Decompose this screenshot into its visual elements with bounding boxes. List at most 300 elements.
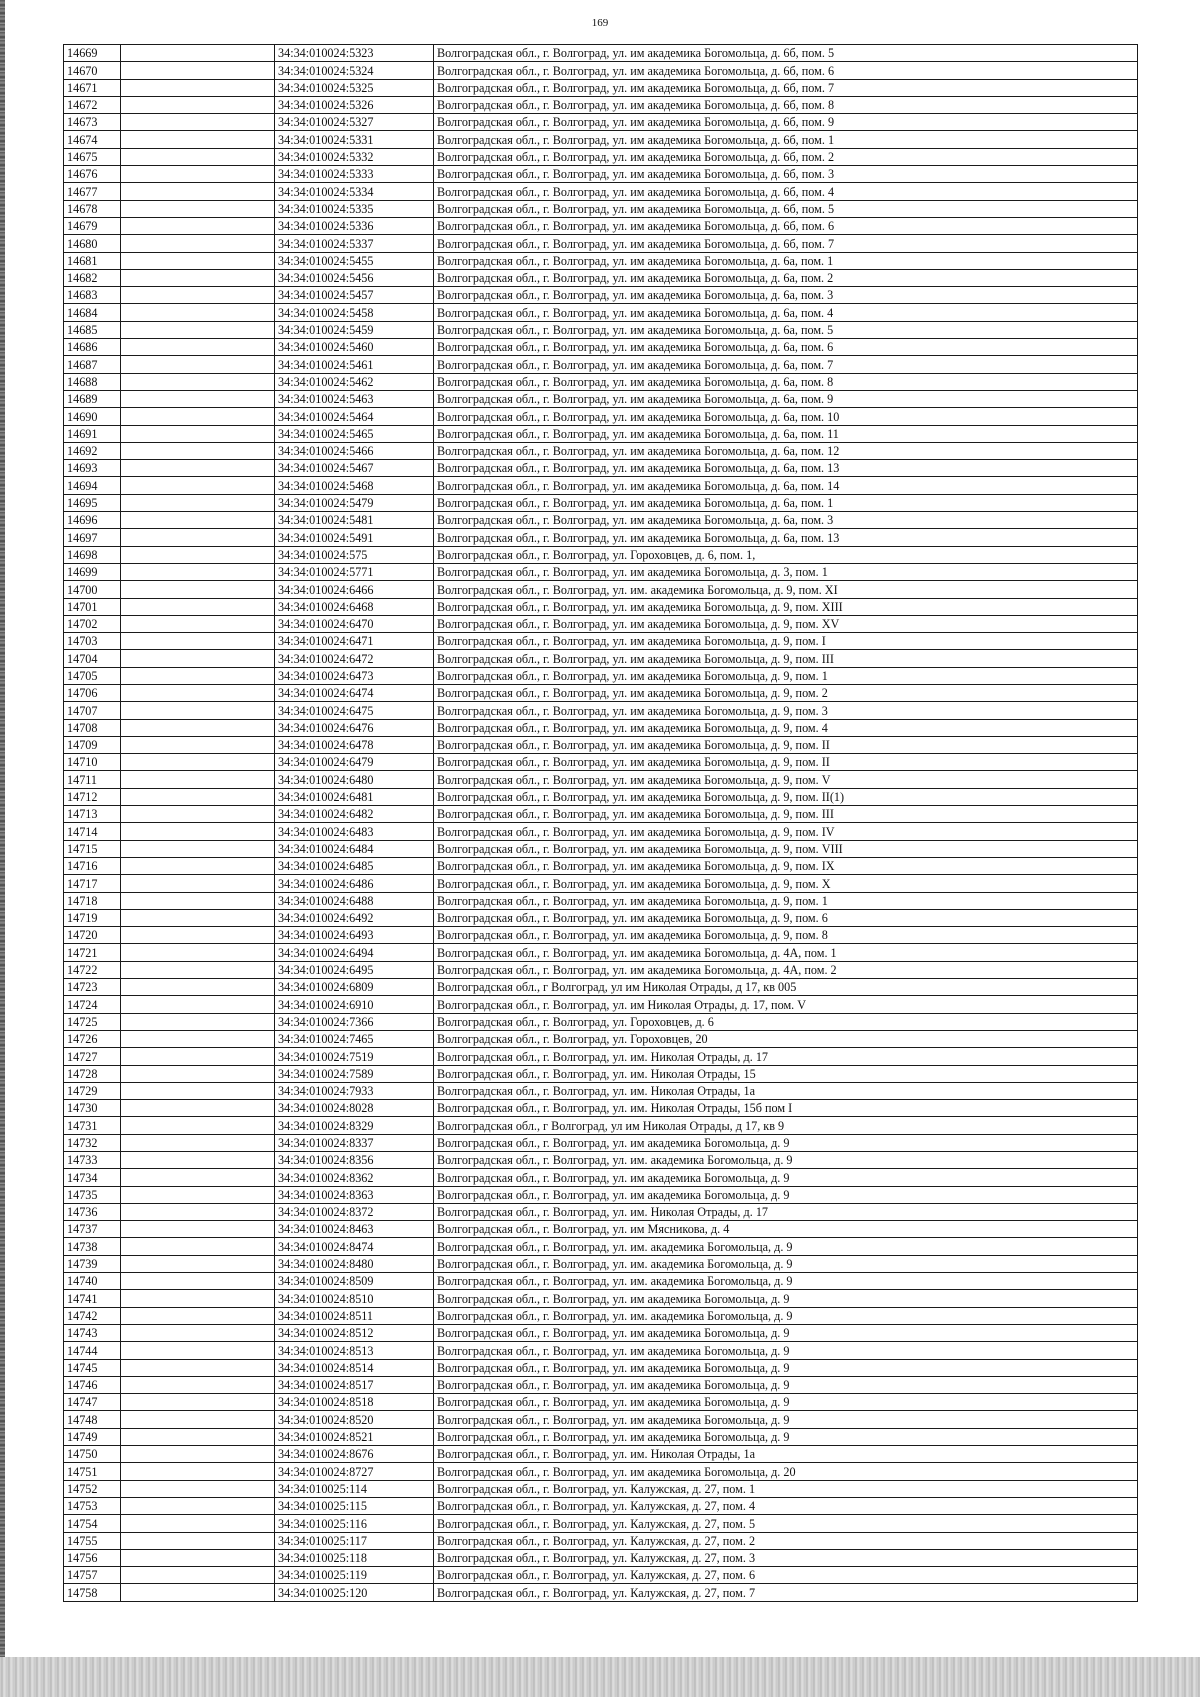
cell-num: 14729: [64, 1082, 121, 1099]
cell-num: 14734: [64, 1169, 121, 1186]
table-row: [64, 996, 1138, 1013]
table-row: [64, 581, 1138, 598]
cell-cadastral-number: 34:34:010024:6478: [275, 736, 434, 753]
cell-empty: [121, 512, 275, 529]
cell-cadastral-number: 34:34:010024:5466: [275, 442, 434, 459]
table-row: [64, 442, 1138, 459]
cell-address: Волгоградская обл., г. Волгоград, ул. им. Николая Отрады, 15б пом I: [434, 1100, 1138, 1117]
cell-cadastral-number: 34:34:010024:6480: [275, 771, 434, 788]
cell-address: Волгоградская обл., г. Волгоград, ул. им. Николая Отрады, 1а: [434, 1082, 1138, 1099]
cell-address: Волгоградская обл., г. Волгоград, ул. им академика Богомольца, д. 9, пом. VIII: [434, 840, 1138, 857]
cell-address: Волгоградская обл., г. Волгоград, ул. им академика Богомольца, д. 9: [434, 1169, 1138, 1186]
table-row: [64, 788, 1138, 805]
cell-empty: [121, 339, 275, 356]
cell-empty: [121, 1584, 275, 1601]
table-row: [64, 1169, 1138, 1186]
cell-empty: [121, 1273, 275, 1290]
cell-cadastral-number: 34:34:010025:120: [275, 1584, 434, 1601]
cell-empty: [121, 1048, 275, 1065]
cell-cadastral-number: 34:34:010024:6470: [275, 615, 434, 632]
cell-empty: [121, 200, 275, 217]
table-row: [64, 1324, 1138, 1341]
cell-num: 14683: [64, 287, 121, 304]
cell-empty: [121, 1463, 275, 1480]
cell-cadastral-number: 34:34:010024:5331: [275, 131, 434, 148]
cell-cadastral-number: 34:34:010024:7465: [275, 1030, 434, 1047]
cell-num: 14717: [64, 875, 121, 892]
cell-num: 14703: [64, 633, 121, 650]
cell-empty: [121, 1359, 275, 1376]
cell-empty: [121, 633, 275, 650]
cell-cadastral-number: 34:34:010024:7589: [275, 1065, 434, 1082]
table-row: [64, 1238, 1138, 1255]
cell-address: Волгоградская обл., г. Волгоград, ул. Калужская, д. 27, пом. 5: [434, 1515, 1138, 1532]
table-row: [64, 252, 1138, 269]
scan-bottom-edge: [0, 1657, 1200, 1697]
cell-address: Волгоградская обл., г. Волгоград, ул. им академика Богомольца, д. 6б, пом. 7: [434, 79, 1138, 96]
cell-cadastral-number: 34:34:010024:6492: [275, 909, 434, 926]
cell-empty: [121, 442, 275, 459]
cell-address: Волгоградская обл., г. Волгоград, ул. им академика Богомольца, д. 6а, пом. 14: [434, 477, 1138, 494]
table-row: [64, 183, 1138, 200]
cell-address: Волгоградская обл., г. Волгоград, ул. им академика Богомольца, д. 9, пом. 1: [434, 667, 1138, 684]
cell-num: 14722: [64, 961, 121, 978]
cell-address: Волгоградская обл., г. Волгоград, ул. им академика Богомольца, д. 6а, пом. 6: [434, 339, 1138, 356]
cell-num: 14702: [64, 615, 121, 632]
cell-address: Волгоградская обл., г. Волгоград, ул. Калужская, д. 27, пом. 3: [434, 1549, 1138, 1566]
cell-empty: [121, 961, 275, 978]
cell-empty: [121, 615, 275, 632]
scan-left-edge: [0, 0, 5, 1697]
cell-cadastral-number: 34:34:010024:5465: [275, 425, 434, 442]
cell-num: 14743: [64, 1324, 121, 1341]
table-row: [64, 235, 1138, 252]
table-row: [64, 909, 1138, 926]
cell-address: Волгоградская обл., г. Волгоград, ул. им академика Богомольца, д. 9: [434, 1342, 1138, 1359]
cell-num: 14704: [64, 650, 121, 667]
cell-cadastral-number: 34:34:010024:6479: [275, 754, 434, 771]
cell-empty: [121, 736, 275, 753]
cell-num: 14676: [64, 166, 121, 183]
cell-num: 14731: [64, 1117, 121, 1134]
cell-empty: [121, 927, 275, 944]
cell-cadastral-number: 34:34:010024:6494: [275, 944, 434, 961]
cell-empty: [121, 1065, 275, 1082]
table-row: [64, 1446, 1138, 1463]
cell-empty: [121, 1117, 275, 1134]
cell-address: Волгоградская обл., г. Волгоград, ул. им академика Богомольца, д. 9, пом. 2: [434, 684, 1138, 701]
cell-address: Волгоградская обл., г. Волгоград, ул. им академика Богомольца, д. 4А, пом. 1: [434, 944, 1138, 961]
cell-empty: [121, 702, 275, 719]
cell-empty: [121, 529, 275, 546]
cell-num: 14685: [64, 321, 121, 338]
cell-empty: [121, 1515, 275, 1532]
cell-cadastral-number: 34:34:010024:6482: [275, 806, 434, 823]
cell-num: 14756: [64, 1549, 121, 1566]
cell-num: 14747: [64, 1394, 121, 1411]
cell-empty: [121, 183, 275, 200]
table-row: [64, 166, 1138, 183]
cell-empty: [121, 1549, 275, 1566]
cell-cadastral-number: 34:34:010024:6473: [275, 667, 434, 684]
cell-cadastral-number: 34:34:010024:5457: [275, 287, 434, 304]
table-row: [64, 944, 1138, 961]
cell-cadastral-number: 34:34:010024:5335: [275, 200, 434, 217]
table-row: [64, 633, 1138, 650]
table-row: [64, 840, 1138, 857]
cell-num: 14715: [64, 840, 121, 857]
table-row: [64, 1134, 1138, 1151]
cell-address: Волгоградская обл., г. Волгоград, ул. им академика Богомольца, д. 9: [434, 1411, 1138, 1428]
cell-address: Волгоградская обл., г. Волгоград, ул. им. Николая Отрады, 1а: [434, 1446, 1138, 1463]
cell-cadastral-number: 34:34:010024:8463: [275, 1221, 434, 1238]
cell-num: 14691: [64, 425, 121, 442]
cell-num: 14710: [64, 754, 121, 771]
table-row: [64, 79, 1138, 96]
table-row: [64, 269, 1138, 286]
table-row: [64, 460, 1138, 477]
table-row: [64, 1290, 1138, 1307]
cell-cadastral-number: 34:34:010024:8520: [275, 1411, 434, 1428]
cell-num: 14699: [64, 563, 121, 580]
cell-num: 14737: [64, 1221, 121, 1238]
cell-num: 14741: [64, 1290, 121, 1307]
cell-num: 14713: [64, 806, 121, 823]
cell-empty: [121, 1255, 275, 1272]
cell-address: Волгоградская обл., г. Волгоград, ул. им академика Богомольца, д. 6а, пом. 3: [434, 512, 1138, 529]
cell-empty: [121, 373, 275, 390]
cell-num: 14742: [64, 1307, 121, 1324]
table-row: [64, 1065, 1138, 1082]
table-row: [64, 1030, 1138, 1047]
cell-cadastral-number: 34:34:010024:8362: [275, 1169, 434, 1186]
cell-num: 14693: [64, 460, 121, 477]
cell-cadastral-number: 34:34:010024:7933: [275, 1082, 434, 1099]
cell-cadastral-number: 34:34:010024:6910: [275, 996, 434, 1013]
cell-cadastral-number: 34:34:010024:6476: [275, 719, 434, 736]
cell-empty: [121, 1203, 275, 1220]
cell-address: Волгоградская обл., г. Волгоград, ул. Гороховцев, д. 6, пом. 1,: [434, 546, 1138, 563]
cell-cadastral-number: 34:34:010024:5462: [275, 373, 434, 390]
table-row: [64, 62, 1138, 79]
cell-address: Волгоградская обл., г. Волгоград, ул. им академика Богомольца, д. 9, пом. 4: [434, 719, 1138, 736]
cell-cadastral-number: 34:34:010024:5458: [275, 304, 434, 321]
cell-address: Волгоградская обл., г. Волгоград, ул. Калужская, д. 27, пом. 1: [434, 1480, 1138, 1497]
cell-empty: [121, 719, 275, 736]
cell-address: Волгоградская обл., г. Волгоград, ул. им Мясникова, д. 4: [434, 1221, 1138, 1238]
cell-cadastral-number: 34:34:010024:6471: [275, 633, 434, 650]
cell-cadastral-number: 34:34:010024:5336: [275, 217, 434, 234]
cell-address: Волгоградская обл., г. Волгоград, ул. им. академика Богомольца, д. 9: [434, 1238, 1138, 1255]
cell-num: 14727: [64, 1048, 121, 1065]
cell-address: Волгоградская обл., г. Волгоград, ул. им академика Богомольца, д. 9, пом. I: [434, 633, 1138, 650]
table-row: [64, 702, 1138, 719]
cell-empty: [121, 131, 275, 148]
cell-cadastral-number: 34:34:010024:8480: [275, 1255, 434, 1272]
cell-address: Волгоградская обл., г. Волгоград, ул. им. академика Богомольца, д. 9: [434, 1307, 1138, 1324]
table-row: [64, 667, 1138, 684]
cell-num: 14714: [64, 823, 121, 840]
cell-cadastral-number: 34:34:010024:6488: [275, 892, 434, 909]
cell-address: Волгоградская обл., г. Волгоград, ул. им академика Богомольца, д. 6а, пом. 2: [434, 269, 1138, 286]
cell-cadastral-number: 34:34:010024:6466: [275, 581, 434, 598]
cell-empty: [121, 1446, 275, 1463]
cell-empty: [121, 425, 275, 442]
cell-empty: [121, 494, 275, 511]
cell-address: Волгоградская обл., г. Волгоград, ул. им академика Богомольца, д. 6б, пом. 6: [434, 217, 1138, 234]
cell-address: Волгоградская обл., г. Волгоград, ул. им академика Богомольца, д. 6б, пом. 7: [434, 235, 1138, 252]
cell-cadastral-number: 34:34:010024:8509: [275, 1273, 434, 1290]
table-row: [64, 1082, 1138, 1099]
table-row: [64, 45, 1138, 62]
cell-num: 14748: [64, 1411, 121, 1428]
cell-cadastral-number: 34:34:010024:5460: [275, 339, 434, 356]
cell-cadastral-number: 34:34:010024:6495: [275, 961, 434, 978]
cell-empty: [121, 1497, 275, 1514]
cell-empty: [121, 235, 275, 252]
table-row: [64, 1255, 1138, 1272]
cell-cadastral-number: 34:34:010024:8372: [275, 1203, 434, 1220]
table-row: [64, 1152, 1138, 1169]
cell-empty: [121, 823, 275, 840]
table-row: [64, 771, 1138, 788]
cell-cadastral-number: 34:34:010024:6486: [275, 875, 434, 892]
cell-num: 14670: [64, 62, 121, 79]
cell-address: Волгоградская обл., г. Волгоград, ул. им академика Богомольца, д. 9, пом. II: [434, 736, 1138, 753]
table-row: [64, 477, 1138, 494]
cell-address: Волгоградская обл., г. Волгоград, ул. им академика Богомольца, д. 6а, пом. 3: [434, 287, 1138, 304]
cell-num: 14677: [64, 183, 121, 200]
cell-num: 14700: [64, 581, 121, 598]
table-row: [64, 529, 1138, 546]
cell-cadastral-number: 34:34:010024:6484: [275, 840, 434, 857]
cell-address: Волгоградская обл., г. Волгоград, ул. Гороховцев, д. 6: [434, 1013, 1138, 1030]
cell-cadastral-number: 34:34:010024:5334: [275, 183, 434, 200]
cell-empty: [121, 892, 275, 909]
table-row: [64, 425, 1138, 442]
table-row: [64, 615, 1138, 632]
cell-num: 14675: [64, 148, 121, 165]
table-row: [64, 1497, 1138, 1514]
cell-cadastral-number: 34:34:010024:6475: [275, 702, 434, 719]
table-row: [64, 684, 1138, 701]
cell-cadastral-number: 34:34:010024:6472: [275, 650, 434, 667]
cell-address: Волгоградская обл., г. Волгоград, ул. им академика Богомольца, д. 6а, пом. 4: [434, 304, 1138, 321]
table-row: [64, 1515, 1138, 1532]
table-row: [64, 563, 1138, 580]
cell-num: 14674: [64, 131, 121, 148]
cell-num: 14719: [64, 909, 121, 926]
table-row: [64, 408, 1138, 425]
cell-empty: [121, 1290, 275, 1307]
cell-empty: [121, 754, 275, 771]
cell-empty: [121, 1186, 275, 1203]
table-row: [64, 217, 1138, 234]
cell-address: Волгоградская обл., г. Волгоград, ул. им академика Богомольца, д. 9, пом. III: [434, 650, 1138, 667]
cell-num: 14721: [64, 944, 121, 961]
cell-num: 14726: [64, 1030, 121, 1047]
cell-empty: [121, 1238, 275, 1255]
cell-cadastral-number: 34:34:010025:118: [275, 1549, 434, 1566]
cell-address: Волгоградская обл., г. Волгоград, ул. им академика Богомольца, д. 6б, пом. 2: [434, 148, 1138, 165]
table-row: [64, 1203, 1138, 1220]
cell-address: Волгоградская обл., г. Волгоград, ул. им академика Богомольца, д. 6а, пом. 1: [434, 494, 1138, 511]
cell-empty: [121, 166, 275, 183]
cell-empty: [121, 62, 275, 79]
cell-empty: [121, 45, 275, 62]
cell-address: Волгоградская обл., г. Волгоград, ул. им академика Богомольца, д. 9: [434, 1324, 1138, 1341]
cell-cadastral-number: 34:34:010024:5455: [275, 252, 434, 269]
cell-empty: [121, 875, 275, 892]
cell-empty: [121, 1342, 275, 1359]
cell-address: Волгоградская обл., г. Волгоград, ул. им. академика Богомольца, д. 9: [434, 1273, 1138, 1290]
cell-num: 14749: [64, 1428, 121, 1445]
cell-cadastral-number: 34:34:010024:5463: [275, 390, 434, 407]
cell-cadastral-number: 34:34:010024:8521: [275, 1428, 434, 1445]
table-row: [64, 1359, 1138, 1376]
cell-address: Волгоградская обл., г. Волгоград, ул. им академика Богомольца, д. 6б, пом. 8: [434, 96, 1138, 113]
cell-address: Волгоградская обл., г. Волгоград, ул. им академика Богомольца, д. 9: [434, 1290, 1138, 1307]
cell-address: Волгоградская обл., г. Волгоград, ул. им академика Богомольца, д. 9, пом. IX: [434, 857, 1138, 874]
cell-empty: [121, 563, 275, 580]
cell-empty: [121, 217, 275, 234]
table-row: [64, 546, 1138, 563]
page-number: 169: [591, 17, 609, 29]
cell-empty: [121, 1221, 275, 1238]
cell-num: 14720: [64, 927, 121, 944]
table-row: [64, 1117, 1138, 1134]
cell-num: 14724: [64, 996, 121, 1013]
cell-num: 14708: [64, 719, 121, 736]
table-row: [64, 1567, 1138, 1584]
cell-num: 14744: [64, 1342, 121, 1359]
cell-address: Волгоградская обл., г. Волгоград, ул. им академика Богомольца, д. 6б, пом. 9: [434, 114, 1138, 131]
cell-address: Волгоградская обл., г. Волгоград, ул. им академика Богомольца, д. 6а, пом. 8: [434, 373, 1138, 390]
cell-num: 14723: [64, 979, 121, 996]
cell-cadastral-number: 34:34:010024:5456: [275, 269, 434, 286]
cell-cadastral-number: 34:34:010024:8517: [275, 1376, 434, 1393]
cell-empty: [121, 79, 275, 96]
cell-empty: [121, 1411, 275, 1428]
cell-cadastral-number: 34:34:010024:8676: [275, 1446, 434, 1463]
cell-address: Волгоградская обл., г. Волгоград, ул. Калужская, д. 27, пом. 7: [434, 1584, 1138, 1601]
cell-empty: [121, 114, 275, 131]
cell-cadastral-number: 34:34:010024:8337: [275, 1134, 434, 1151]
cell-empty: [121, 979, 275, 996]
table-row: [64, 1013, 1138, 1030]
cell-cadastral-number: 34:34:010024:6474: [275, 684, 434, 701]
cell-address: Волгоградская обл., г. Волгоград, ул. им академика Богомольца, д. 9, пом. 6: [434, 909, 1138, 926]
table-row: [64, 1428, 1138, 1445]
cell-num: 14707: [64, 702, 121, 719]
cell-cadastral-number: 34:34:010024:575: [275, 546, 434, 563]
table-row: [64, 390, 1138, 407]
table-row: [64, 875, 1138, 892]
cell-num: 14672: [64, 96, 121, 113]
table-row: [64, 1273, 1138, 1290]
cell-num: 14725: [64, 1013, 121, 1030]
cell-empty: [121, 996, 275, 1013]
cell-address: Волгоградская обл., г. Волгоград, ул. Гороховцев, 20: [434, 1030, 1138, 1047]
table-row: [64, 373, 1138, 390]
cell-address: Волгоградская обл., г. Волгоград, ул. им академика Богомольца, д. 9: [434, 1186, 1138, 1203]
cell-empty: [121, 684, 275, 701]
cell-num: 14738: [64, 1238, 121, 1255]
table-row: [64, 1376, 1138, 1393]
cell-address: Волгоградская обл., г. Волгоград, ул. им академика Богомольца, д. 9, пом. 1: [434, 892, 1138, 909]
table-row: [64, 494, 1138, 511]
cell-empty: [121, 477, 275, 494]
cell-num: 14671: [64, 79, 121, 96]
cell-address: Волгоградская обл., г. Волгоград, ул. им академика Богомольца, д. 6а, пом. 1: [434, 252, 1138, 269]
cell-num: 14694: [64, 477, 121, 494]
cell-cadastral-number: 34:34:010024:5491: [275, 529, 434, 546]
cell-num: 14686: [64, 339, 121, 356]
cell-empty: [121, 287, 275, 304]
cell-address: Волгоградская обл., г. Волгоград, ул. им академика Богомольца, д. 20: [434, 1463, 1138, 1480]
cell-num: 14678: [64, 200, 121, 217]
cell-address: Волгоградская обл., г. Волгоград, ул. им академика Богомольца, д. 9, пом. XIII: [434, 598, 1138, 615]
cell-empty: [121, 1169, 275, 1186]
cell-cadastral-number: 34:34:010025:115: [275, 1497, 434, 1514]
cell-empty: [121, 857, 275, 874]
cell-empty: [121, 1152, 275, 1169]
cell-num: 14730: [64, 1100, 121, 1117]
cell-address: Волгоградская обл., г. Волгоград, ул. им академика Богомольца, д. 6а, пом. 12: [434, 442, 1138, 459]
cell-empty: [121, 788, 275, 805]
cell-cadastral-number: 34:34:010024:8329: [275, 1117, 434, 1134]
cell-empty: [121, 304, 275, 321]
table-row: [64, 1221, 1138, 1238]
cell-address: Волгоградская обл., г Волгоград, ул им Николая Отрады, д 17, кв 005: [434, 979, 1138, 996]
cell-address: Волгоградская обл., г. Волгоград, ул. им академика Богомольца, д. 6б, пом. 3: [434, 166, 1138, 183]
cell-address: Волгоградская обл., г. Волгоград, ул. им. Николая Отрады, 15: [434, 1065, 1138, 1082]
cell-num: 14711: [64, 771, 121, 788]
cell-empty: [121, 1030, 275, 1047]
table-row: [64, 719, 1138, 736]
registry-table-body: [64, 45, 1138, 1602]
cell-cadastral-number: 34:34:010024:6481: [275, 788, 434, 805]
cell-address: Волгоградская обл., г. Волгоград, ул. им академика Богомольца, д. 6а, пом. 11: [434, 425, 1138, 442]
table-row: [64, 650, 1138, 667]
cell-empty: [121, 1376, 275, 1393]
table-row: [64, 1394, 1138, 1411]
cell-empty: [121, 1428, 275, 1445]
cell-address: Волгоградская обл., г. Волгоград, ул. им. Николая Отрады, д. 17: [434, 1048, 1138, 1065]
table-row: [64, 736, 1138, 753]
cell-num: 14728: [64, 1065, 121, 1082]
cell-empty: [121, 1480, 275, 1497]
table-row: [64, 1549, 1138, 1566]
cell-num: 14701: [64, 598, 121, 615]
cell-cadastral-number: 34:34:010024:8511: [275, 1307, 434, 1324]
cell-address: Волгоградская обл., г. Волгоград, ул. им академика Богомольца, д. 9: [434, 1376, 1138, 1393]
cell-num: 14687: [64, 356, 121, 373]
cell-num: 14757: [64, 1567, 121, 1584]
cell-cadastral-number: 34:34:010024:8028: [275, 1100, 434, 1117]
table-row: [64, 512, 1138, 529]
cell-address: Волгоградская обл., г. Волгоград, ул. им академика Богомольца, д. 6а, пом. 13: [434, 529, 1138, 546]
cell-empty: [121, 840, 275, 857]
cell-num: 14679: [64, 217, 121, 234]
cell-num: 14716: [64, 857, 121, 874]
cell-cadastral-number: 34:34:010024:5327: [275, 114, 434, 131]
cell-cadastral-number: 34:34:010025:114: [275, 1480, 434, 1497]
cell-address: Волгоградская обл., г. Волгоград, ул. им академика Богомольца, д. 6а, пом. 7: [434, 356, 1138, 373]
table-row: [64, 304, 1138, 321]
table-row: [64, 961, 1138, 978]
cell-cadastral-number: 34:34:010024:5337: [275, 235, 434, 252]
